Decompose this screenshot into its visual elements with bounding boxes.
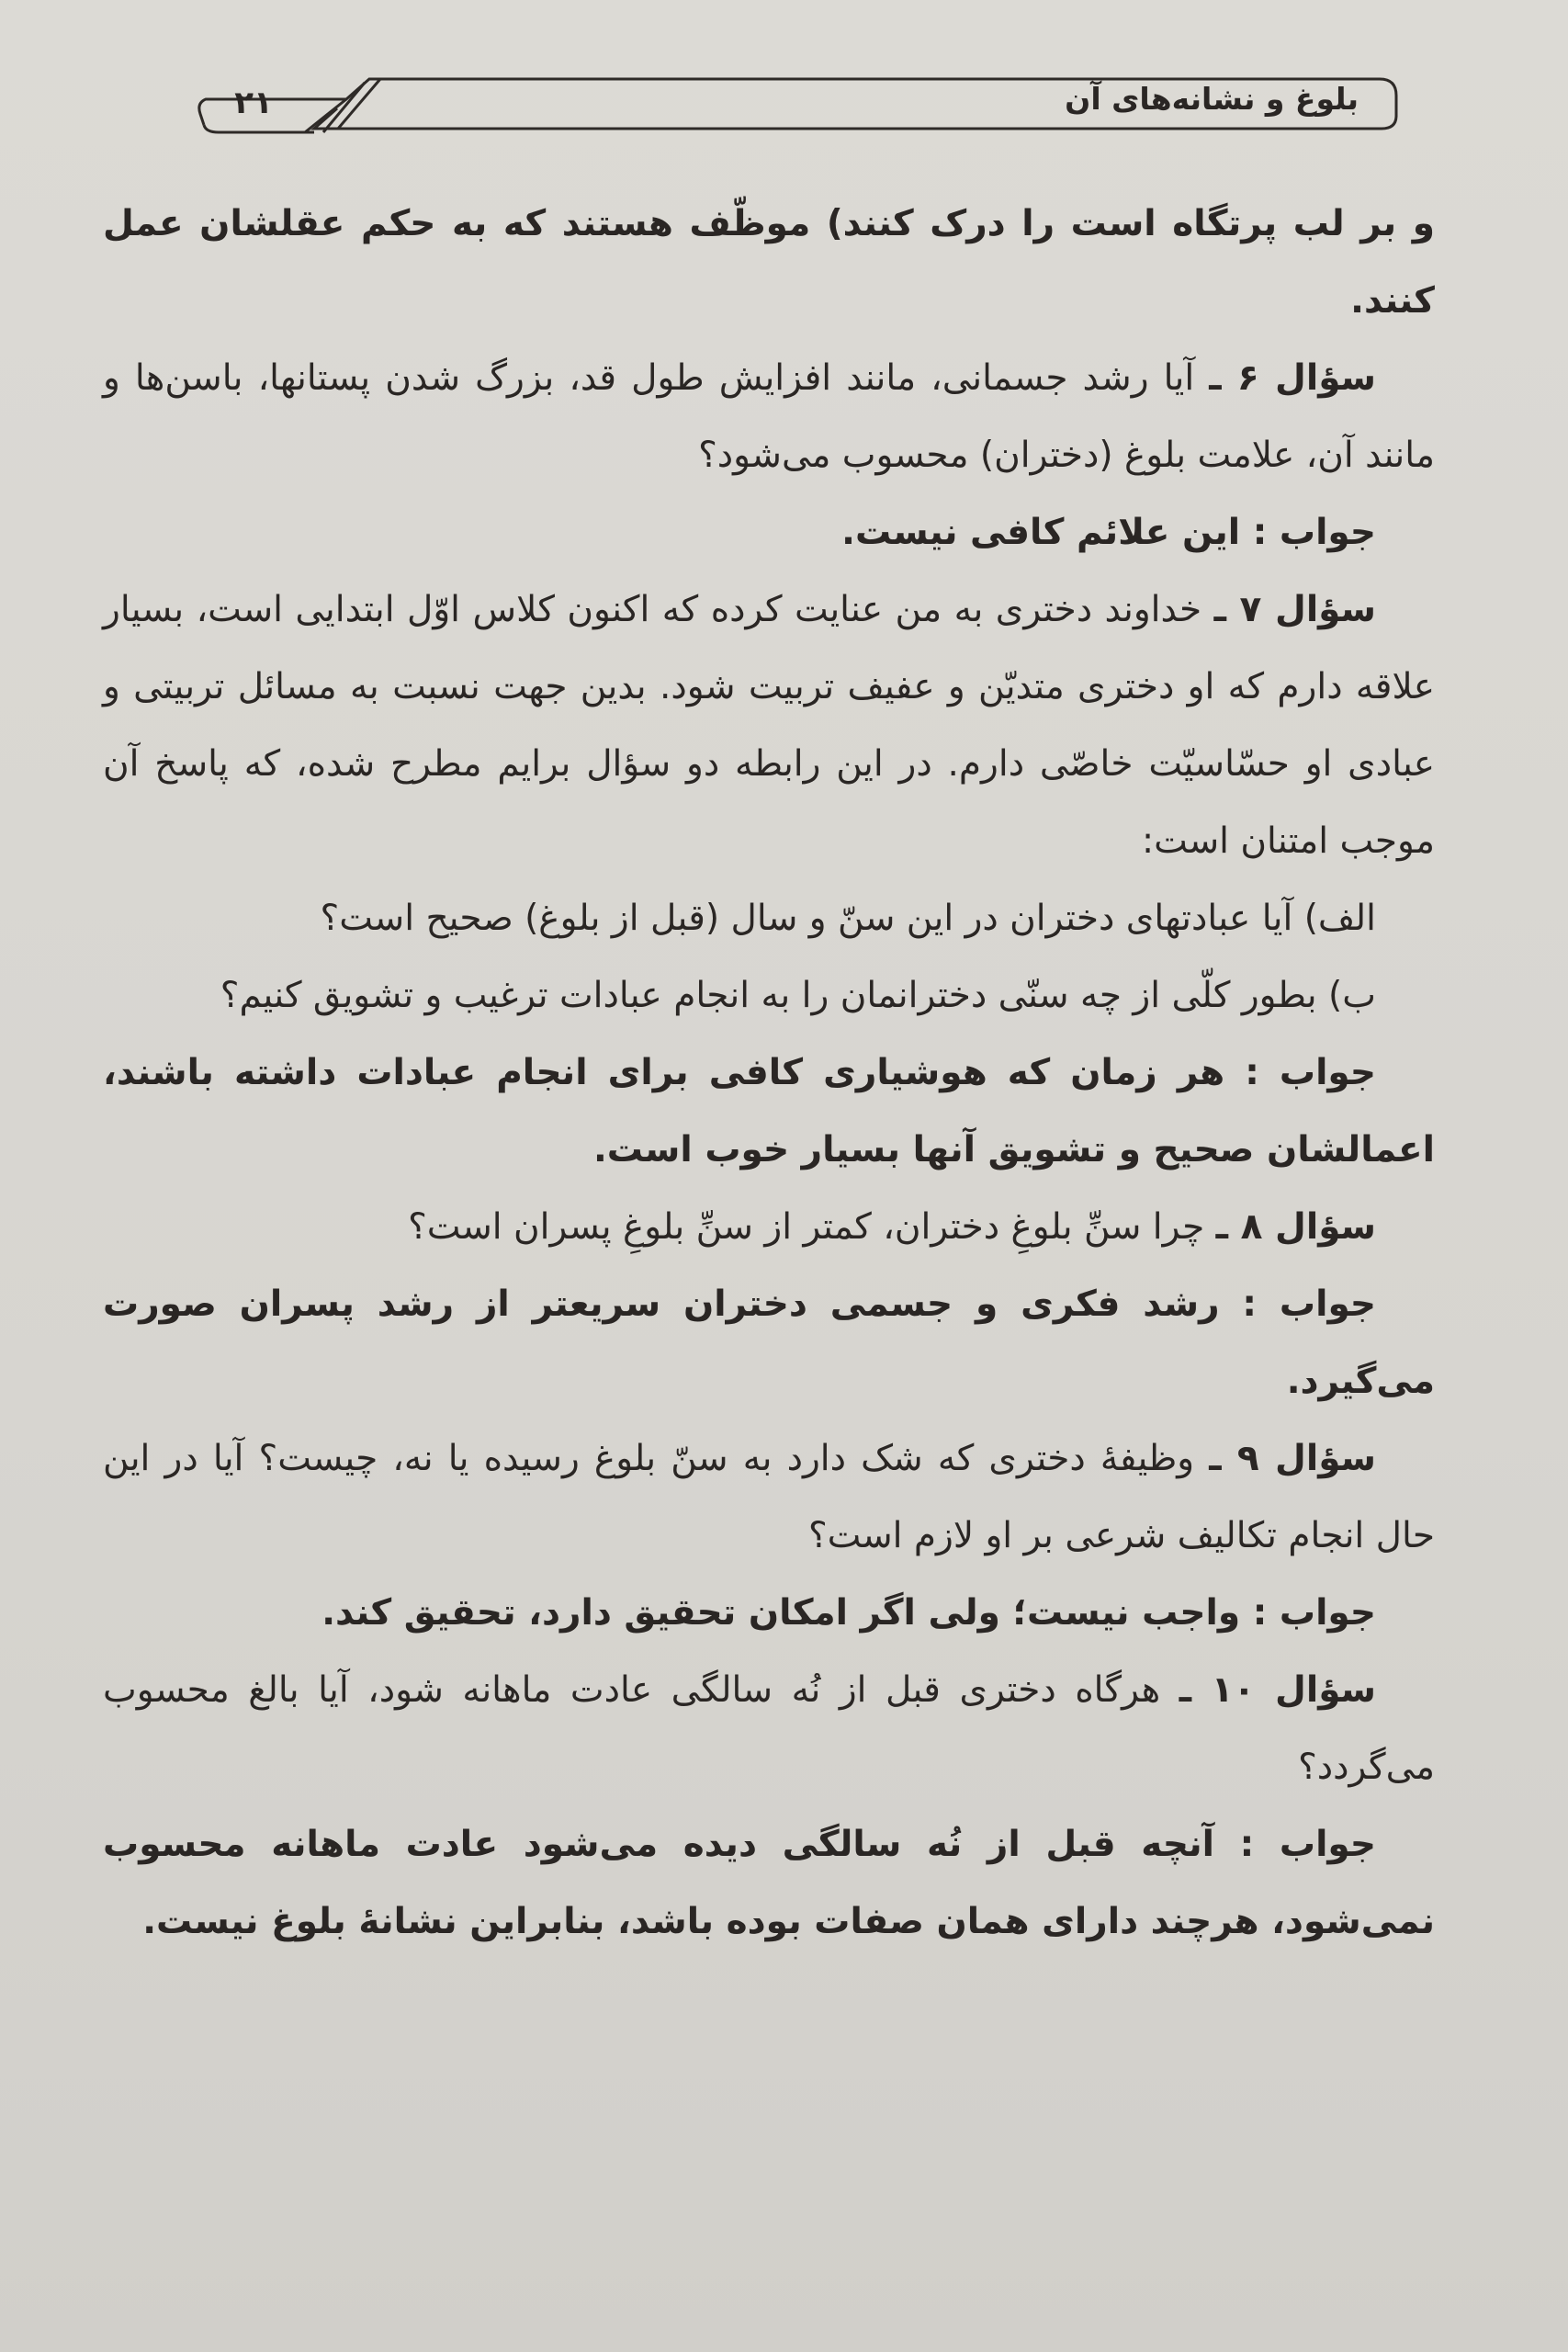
question-7	[103, 571, 1435, 880]
answer-9	[103, 1575, 1435, 1652]
answer-label: جواب :	[1239, 1824, 1376, 1865]
question-6	[103, 340, 1435, 494]
answer-10	[103, 1806, 1435, 1961]
question-text: خداوند دختری به من عنایت کرده که اکنون کلاس اوّل ابتدایی است، بسیار علاقه دارم که او دختری متدیّن و عفیف تربیت شود. بدین جهت نسبت به مسائل تربیتی و عبادی او حسّاسیّت خاصّی دارم. در این رابطه دو سؤال برایم مطرح شده، که پاسخ آن موجب امتنان است:	[103, 589, 1435, 862]
question-text: وظیفهٔ دختری که شک دارد به سنّ بلوغ رسیده یا نه، چیست؟ آیا در این حال انجام تکالیف شرعی بر او لازم است؟	[103, 1438, 1435, 1556]
answer-text: هر زمان که هوشیاری کافی برای انجام عبادات داشته باشند، اعمالشان صحیح و تشویق آنها بسیار خوب است.	[103, 1052, 1435, 1170]
answer-6	[103, 494, 1435, 571]
question-text: آیا رشد جسمانی، مانند افزایش طول قد، بزرگ شدن پستانها، باسن‌ها و مانند آن، علامت بلوغ (دختران) محسوب می‌شود؟	[103, 357, 1435, 476]
question-label: سؤال ۱۰ ـ	[1179, 1669, 1376, 1711]
body-text	[103, 186, 1435, 1961]
answer-label: جواب :	[1245, 1052, 1376, 1093]
sub-question-a	[103, 880, 1435, 957]
paragraph	[103, 186, 1435, 340]
answer-text: آنچه قبل از نُه سالگی دیده می‌شود عادت ماهانه محسوب نمی‌شود، هرچند دارای همان صفات بوده باشد، بنابراین نشانهٔ بلوغ نیست.	[103, 1824, 1435, 1942]
chapter-title: بلوغ و نشانه‌های آن	[1065, 81, 1359, 117]
question-text: چرا سنِّ بلوغِ دختران، کمتر از سنِّ بلوغِ پسران است؟	[408, 1206, 1216, 1248]
answer-label: جواب :	[1252, 512, 1376, 553]
answer-8	[103, 1266, 1435, 1420]
sub-question-text: الف) آیا عبادتهای دختران در این سنّ و سال (قبل از بلوغ) صحیح است؟	[320, 898, 1376, 939]
answer-label: جواب :	[1252, 1592, 1376, 1634]
answer-7	[103, 1035, 1435, 1189]
question-label: سؤال ۶ ـ	[1209, 357, 1376, 399]
answer-text: این علائم کافی نیست.	[841, 512, 1253, 553]
question-label: سؤال ۸ ـ	[1215, 1206, 1376, 1248]
sub-question-text: ب) بطور کلّی از چه سنّی دخترانمان را به انجام عبادات ترغیب و تشویق کنیم؟	[220, 975, 1376, 1016]
question-text: هرگاه دختری قبل از نُه سالگی عادت ماهانه شود، آیا بالغ محسوب می‌گردد؟	[103, 1669, 1435, 1788]
question-label: سؤال ۹ ـ	[1209, 1438, 1376, 1479]
answer-text: واجب نیست؛ ولی اگر امکان تحقیق دارد، تحقیق کند.	[321, 1592, 1253, 1634]
question-10	[103, 1652, 1435, 1806]
sub-question-b	[103, 957, 1435, 1035]
question-8	[103, 1189, 1435, 1266]
answer-text: رشد فکری و جسمی دختران سریعتر از رشد پسران صورت می‌گیرد.	[103, 1283, 1435, 1402]
paragraph-text: و بر لب پرتگاه است را درک کنند) موظّف هستند که به حکم عقلشان عمل کنند.	[103, 203, 1435, 322]
question-label: سؤال ۷ ـ	[1213, 589, 1376, 630]
answer-label: جواب :	[1242, 1283, 1376, 1325]
running-header	[176, 72, 1403, 145]
question-9	[103, 1420, 1435, 1575]
page-number: ۲۱	[234, 85, 273, 121]
